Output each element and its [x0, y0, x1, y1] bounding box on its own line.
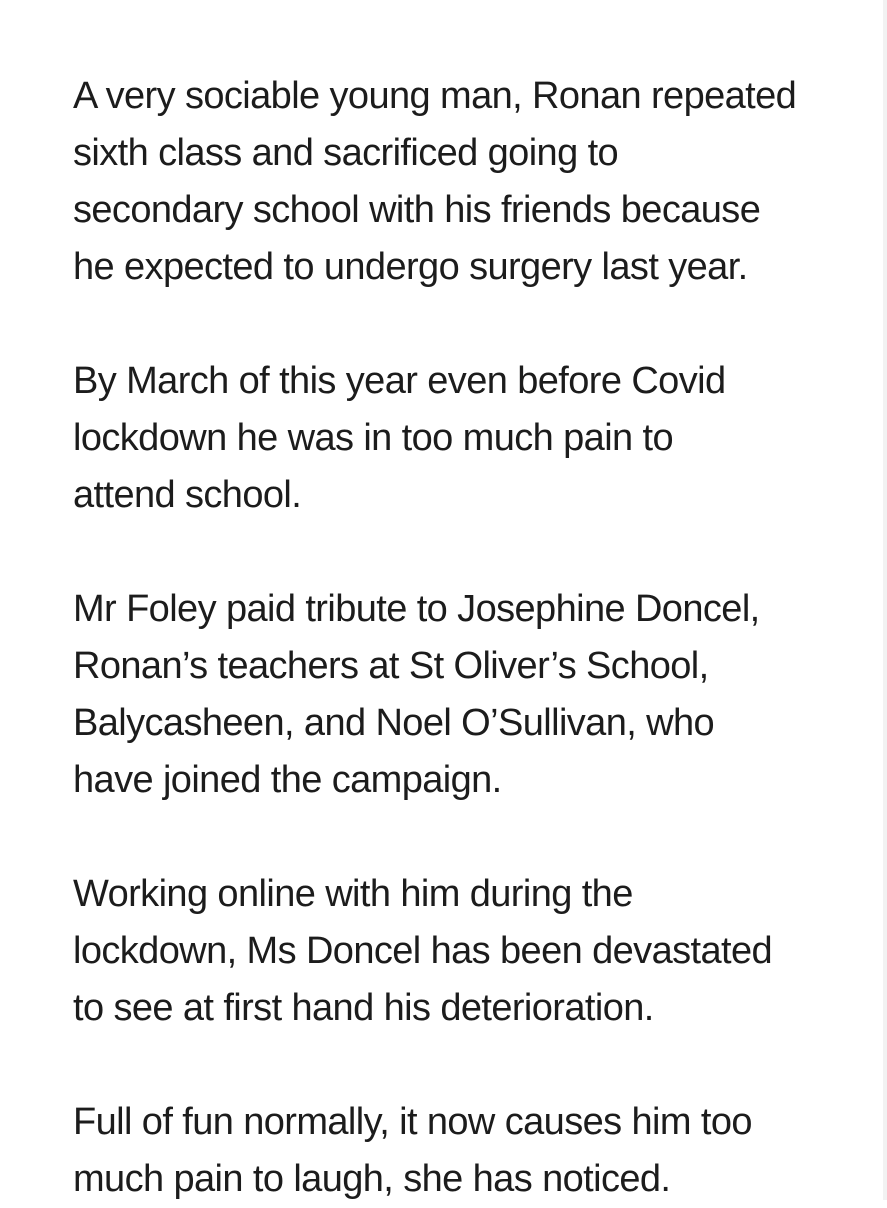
article-body: [73, 68, 873, 1208]
article-paragraph: A very sociable young man, Ronan repeated sixth class and sacrificed going to secondary school with his friends because he expected to undergo surgery last year.: [73, 75, 797, 288]
article-paragraph: By March of this year even before Covid lockdown he was in too much pain to attend school.: [73, 360, 726, 516]
article-paragraph: Working online with him during the lockdown, Ms Doncel has been devastated to see at first hand his deterioration.: [73, 873, 773, 1029]
article-paragraph: Full of fun normally, it now causes him too much pain to laugh, she has noticed.: [73, 1101, 752, 1200]
article-paragraph: Mr Foley paid tribute to Josephine Doncel, Ronan’s teachers at St Oliver’s School, Balycasheen, and Noel O’Sullivan, who have joined the campaign.: [73, 588, 760, 801]
page-edge: [883, 0, 887, 1200]
